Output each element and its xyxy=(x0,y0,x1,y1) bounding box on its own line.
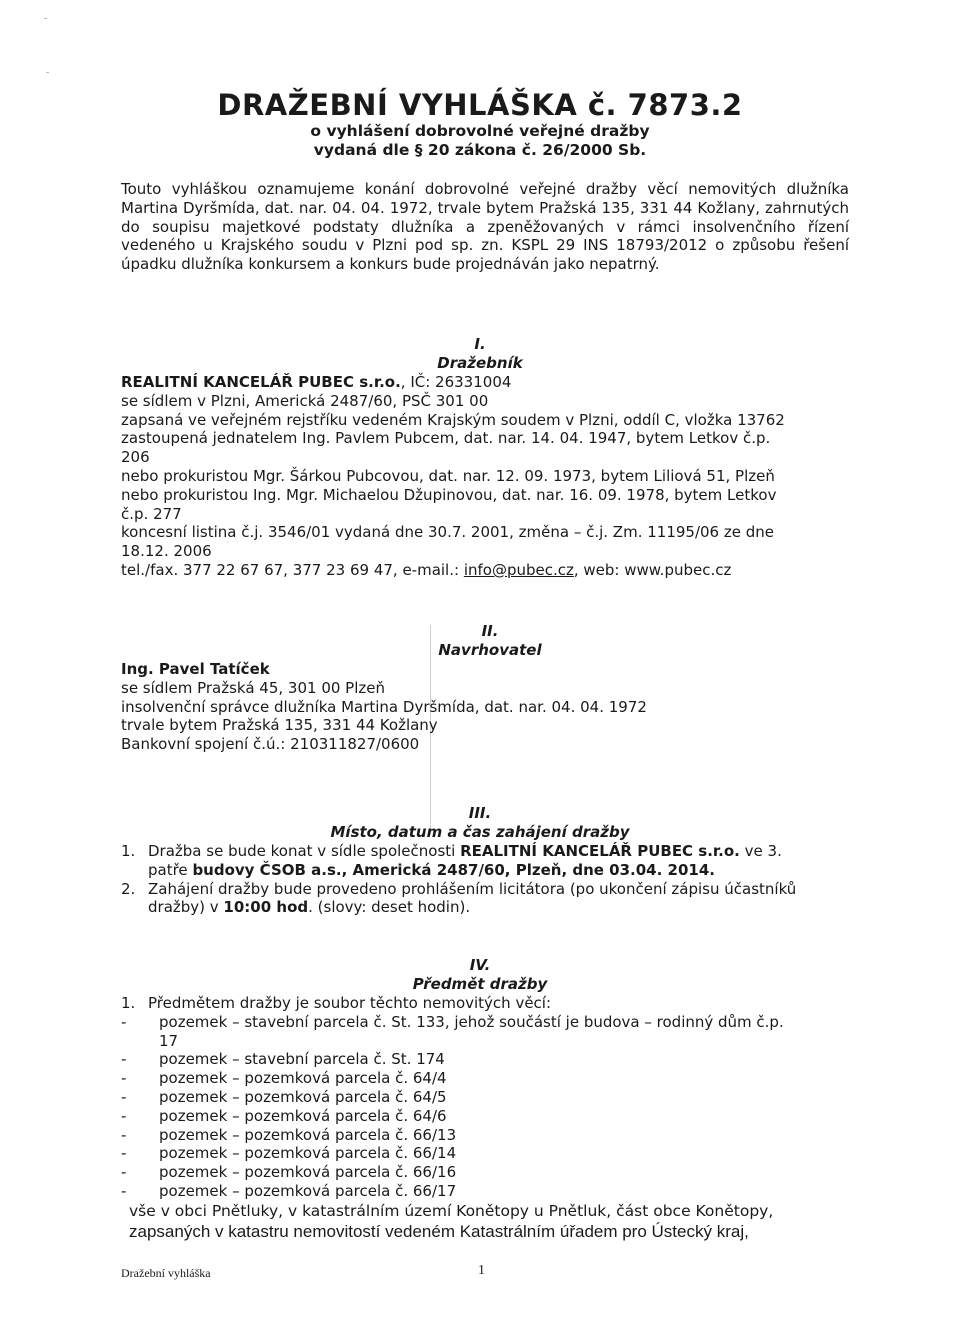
item-text: Zahájení dražby bude provedeno prohlášením licitátora (po ukončení zápisu účastníků xyxy=(148,879,797,898)
section-1-line: se sídlem v Plzni, Americká 2487/60, PSČ 301 00 xyxy=(121,391,489,410)
page-number: 1 xyxy=(478,1263,485,1278)
document-legal-basis: vydaná dle § 20 zákona č. 26/2000 Sb. xyxy=(313,141,647,159)
section-2-heading: Navrhovatel xyxy=(438,641,542,659)
property-text: pozemek – stavební parcela č. St. 133, jehož součástí je budova – rodinný dům č.p. xyxy=(159,1012,784,1031)
section-1-heading: Dražebník xyxy=(437,354,523,372)
section-1-line: č.p. 277 xyxy=(121,504,182,523)
item-number: 2. xyxy=(121,879,136,898)
item-text-part: ve 3. xyxy=(739,842,782,860)
section-3-number: III. xyxy=(468,804,492,822)
item-text-part: Dražba se bude konat v sídle společnosti xyxy=(148,842,461,860)
contact-phone: tel./fax. 377 22 67 67, 377 23 69 47, e-mail.: xyxy=(121,560,464,579)
list-dash: - xyxy=(121,1144,127,1163)
intro-paragraph: Touto vyhláškou oznamujeme konání dobrovolné veřejné dražby věcí nemovitých dlužníka Martina Dyršmída, dat. nar. 04. 04. 1972, trvale bytem Pražská 135, 331 44 Kožlany, zahrnutých do soupisu majetkové podstaty dlužníka a zpeněžovaných v rámci insolvenčního řízení vedeného u Krajského soudu v Plzni pod sp. zn. KSPL 29 INS 18793/2012 o způsobu řešení úpadku dlužníka konkursem a konkurs bude projednáván jako nepatrný. xyxy=(121,180,849,274)
list-dash: - xyxy=(121,1069,127,1088)
property-text: pozemek – pozemková parcela č. 64/5 xyxy=(159,1087,447,1106)
list-dash: - xyxy=(121,1106,127,1125)
item-text xyxy=(148,842,782,861)
section-2-body xyxy=(121,660,851,754)
petitioner-name: Ing. Pavel Tatíček xyxy=(121,660,270,678)
property-item xyxy=(121,1126,851,1145)
property-item xyxy=(121,1088,851,1107)
section-4-heading: Předmět dražby xyxy=(412,975,548,993)
property-registry-line: zapsaných v katastru nemovitostí vedeném Katastrálním úřadem pro Ústecký kraj, xyxy=(129,1221,749,1241)
section-1-body xyxy=(121,373,851,580)
section-3-body xyxy=(121,842,851,917)
property-text: pozemek – pozemková parcela č. 66/17 xyxy=(159,1181,457,1200)
email-link[interactable]: info@pubec.cz xyxy=(463,560,574,579)
section-1-number: I. xyxy=(474,335,486,353)
contact-line xyxy=(121,561,851,580)
item-venue: budovy ČSOB a.s., Americká 2487/60, Plzeň, dne 03.04. 2014. xyxy=(192,860,715,879)
scan-speck xyxy=(46,72,49,73)
list-dash: - xyxy=(121,1087,127,1106)
item-text: Předmětem dražby je soubor těchto nemovitých věcí: xyxy=(148,994,552,1012)
contact-web: , web: www.pubec.cz xyxy=(573,560,732,579)
section-4-body xyxy=(121,994,851,1243)
scan-speck xyxy=(44,18,47,19)
footer-label: Dražební vyhláška xyxy=(121,1266,211,1280)
property-item xyxy=(121,1182,851,1201)
section-3-heading: Místo, datum a čas zahájení dražby xyxy=(330,823,630,841)
property-item-cont xyxy=(121,1032,851,1051)
item-company: REALITNÍ KANCELÁŘ PUBEC s.r.o. xyxy=(460,842,740,860)
property-text: 17 xyxy=(159,1031,179,1050)
section-3-item-2 xyxy=(121,880,851,899)
property-item xyxy=(121,1107,851,1126)
section-4-number: IV. xyxy=(469,956,491,974)
section-4-item-1 xyxy=(121,994,851,1013)
property-text: pozemek – stavební parcela č. St. 174 xyxy=(159,1050,445,1069)
list-dash: - xyxy=(121,1125,127,1144)
auctioneer-ic: , IČ: 26331004 xyxy=(400,373,512,391)
section-2-line: insolvenční správce dlužníka Martina Dyršmída, dat. nar. 04. 04. 1972 xyxy=(121,697,647,716)
property-text: pozemek – pozemková parcela č. 66/14 xyxy=(159,1144,457,1163)
section-3-item-1 xyxy=(121,842,851,861)
item-number: 1. xyxy=(121,842,136,860)
section-2-line: trvale bytem Pražská 135, 331 44 Kožlany xyxy=(121,716,438,735)
property-text: pozemek – pozemková parcela č. 66/16 xyxy=(159,1163,457,1182)
list-dash: - xyxy=(121,1163,127,1182)
item-text-part: dražby) v xyxy=(148,898,224,917)
section-1-line: koncesní listina č.j. 3546/01 vydaná dne 30.7. 2001, změna – č.j. Zm. 11195/06 ze dne xyxy=(121,523,774,542)
section-2-number: II. xyxy=(481,622,499,640)
item-text-part: . (slovy: deset hodin). xyxy=(308,898,471,917)
document-title: DRAŽEBNÍ VYHLÁŠKA č. 7873.2 xyxy=(217,88,743,122)
item-text-part: patře xyxy=(148,860,193,879)
item-text xyxy=(148,861,715,880)
section-1-line: nebo prokuristou Mgr. Šárkou Pubcovou, dat. nar. 12. 09. 1973, bytem Liliová 51, Plzeň xyxy=(121,466,775,485)
list-dash: - xyxy=(121,1181,127,1200)
property-text: pozemek – pozemková parcela č. 66/13 xyxy=(159,1125,457,1144)
section-1-line: 18.12. 2006 xyxy=(121,542,212,561)
auctioneer-name: REALITNÍ KANCELÁŘ PUBEC s.r.o. xyxy=(121,373,401,391)
section-2-line: Bankovní spojení č.ú.: 210311827/0600 xyxy=(121,735,420,754)
property-item xyxy=(121,1144,851,1163)
section-3-item-2-cont xyxy=(121,898,851,917)
property-item xyxy=(121,1069,851,1088)
property-item xyxy=(121,1163,851,1182)
item-number: 1. xyxy=(121,994,136,1012)
auctioneer-line xyxy=(121,373,851,392)
property-item xyxy=(121,1013,851,1032)
property-item xyxy=(121,1050,851,1069)
list-dash: - xyxy=(121,1012,127,1031)
section-1-line: nebo prokuristou Ing. Mgr. Michaelou Džupinovou, dat. nar. 16. 09. 1978, bytem Letkov xyxy=(121,485,777,504)
section-3-item-1-cont xyxy=(121,861,851,880)
property-text: pozemek – pozemková parcela č. 64/6 xyxy=(159,1106,447,1125)
item-time: 10:00 hod xyxy=(223,898,309,917)
section-2-line: se sídlem Pražská 45, 301 00 Plzeň xyxy=(121,678,386,697)
section-1-line: 206 xyxy=(121,448,150,467)
property-location-line: vše v obci Pnětluky, v katastrálním území Konětopy u Pnětluk, část obce Konětopy, xyxy=(129,1201,774,1220)
list-dash: - xyxy=(121,1050,127,1069)
section-1-line: zapsaná ve veřejném rejstříku vedeném Krajským soudem v Plzni, oddíl C, vložka 13762 xyxy=(121,410,785,429)
property-text: pozemek – pozemková parcela č. 64/4 xyxy=(159,1069,447,1088)
item-text xyxy=(148,898,470,917)
section-1-line: zastoupená jednatelem Ing. Pavlem Pubcem, dat. nar. 14. 04. 1947, bytem Letkov č.p. xyxy=(121,429,771,448)
document-subtitle: o vyhlášení dobrovolné veřejné dražby xyxy=(310,122,650,140)
